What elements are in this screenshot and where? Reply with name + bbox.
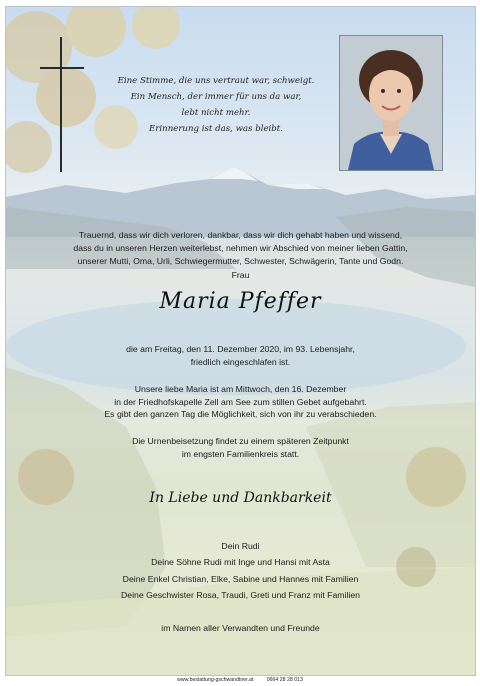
death-notice-line: friedlich eingeschlafen ist.	[190, 356, 291, 367]
family-line: Deine Geschwister Rosa, Traudi, Greti und Franz mit Familien	[121, 590, 360, 601]
family-line: Deine Söhne Rudi mit Inge und Hansi mit Asta	[151, 557, 330, 568]
viewing-info	[6, 383, 475, 421]
poem-line: Ein Mensch, der immer für uns da war,	[130, 92, 302, 102]
poem-line: Erinnerung ist das, was bleibt.	[149, 124, 283, 134]
viewing-line: Es gibt den ganzen Tag die Möglichkeit, sich von ihr zu verabschieden.	[104, 409, 377, 419]
family-line: Deine Enkel Christian, Elke, Sabine und Hannes mit Familien	[122, 573, 359, 584]
death-notice	[6, 343, 475, 368]
footer-website[interactable]: www.bestattung-gschwandtner.at	[177, 677, 254, 683]
title-label: Frau	[231, 270, 250, 280]
poem-line: lebt nicht mehr.	[181, 108, 251, 118]
deceased-name: Maria Pfeffer	[159, 289, 322, 314]
urn-line: Die Urnenbeisetzung findet zu einem späteren Zeitpunkt	[132, 436, 349, 446]
poem-line: Eine Stimme, die uns vertraut war, schweigt.	[117, 76, 315, 86]
intro-line: Trauernd, dass wir dich verloren, dankbar, dass wir dich gehabt haben und wissend,	[78, 230, 403, 240]
cross-icon	[40, 37, 84, 172]
intro-text	[28, 229, 453, 268]
portrait-photo	[339, 35, 443, 171]
urn-info	[6, 435, 475, 460]
intro-line: dass du in unseren Herzen weiterlebst, nehmen wir Abschied von meiner lieben Gattin,	[73, 243, 408, 253]
obituary-card	[5, 6, 476, 676]
viewing-line: in der Friedhofskapelle Zell am See zum stillen Gebet aufgebahrt.	[114, 396, 367, 407]
family-line-spacer	[6, 604, 475, 620]
footer-phone: 0664 28 28 013	[266, 677, 303, 683]
poem	[116, 73, 316, 137]
love-heading: In Liebe und Dankbarkeit	[149, 490, 332, 506]
family-line: Dein Rudi	[221, 541, 260, 551]
urn-line: im engsten Familienkreis statt.	[181, 448, 300, 459]
intro-line: unserer Mutti, Oma, Urli, Schwiegermutter, Schwester, Schwägerin, Tante und Godn.	[77, 256, 404, 266]
viewing-line: Unsere liebe Maria ist am Mittwoch, den 16. Dezember	[134, 384, 347, 394]
family-list	[6, 538, 475, 636]
family-line: im Namen aller Verwandten und Freunde	[161, 623, 320, 634]
footer	[0, 677, 480, 683]
death-notice-line: die am Freitag, den 11. Dezember 2020, im 93. Lebensjahr,	[126, 344, 355, 354]
